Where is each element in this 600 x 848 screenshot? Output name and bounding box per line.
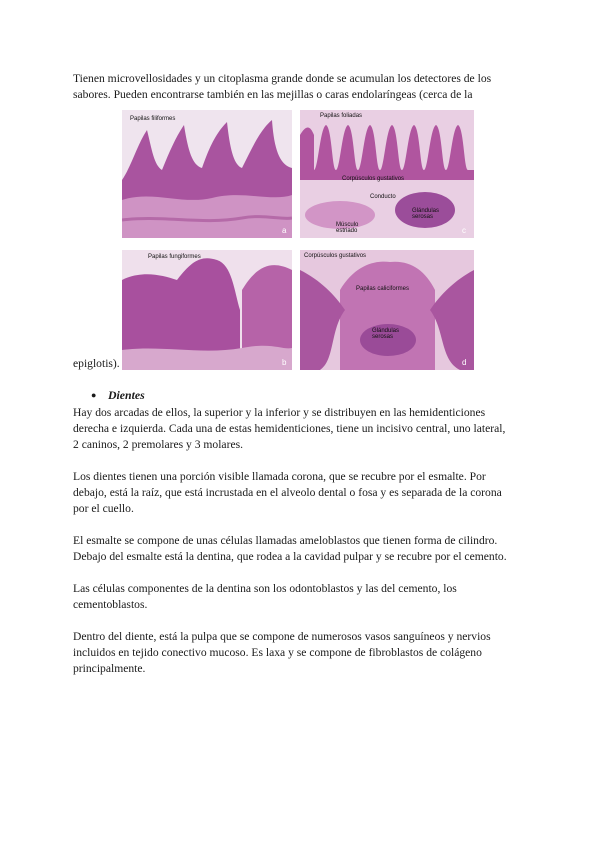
panel-d-label: Corpúsculos gustativos (304, 253, 367, 259)
panel-a-image (122, 110, 292, 238)
panel-b-image (122, 250, 292, 370)
paragraph-line: cementoblastos. (73, 598, 148, 611)
paragraph-line: derecha e izquierda. Cada una de estas hemidenticiones, tiene un incisivo central, uno lateral, (73, 422, 506, 435)
panel-d-image (300, 250, 474, 370)
panel-d-label-3: Glándulas serosas (372, 328, 400, 340)
panel-d-label-2: Papilas caliciformes (356, 286, 410, 292)
paragraph-line: por el cuello. (73, 502, 134, 515)
panel-a-label: Papilas filiformes (130, 116, 176, 122)
paragraph-line: incluidos en tejido conectivo mucoso. Es laxa y se compone de fibroblastos de colágeno (73, 646, 482, 659)
panel-c-letter: c (462, 226, 466, 235)
paragraph-line: principalmente. (73, 662, 146, 675)
paragraph-line: Los dientes tienen una porción visible llamada corona, que se recubre por el esmalte. Por (73, 470, 486, 483)
panel-a-letter: a (282, 226, 287, 235)
panel-c-label-4: Glándulas serosas (412, 208, 440, 220)
paragraph-line: debajo, está la raíz, que está incrustada en el alveolo dental o fosa y es separada de la corona (73, 486, 502, 499)
bullet-point: ● (91, 390, 97, 400)
histology-figure (122, 110, 474, 370)
panel-b-letter: b (282, 358, 287, 367)
panel-c-label-3: Conducto (370, 194, 396, 200)
paragraph-line: Tienen microvellosidades y un citoplasma grande donde se acumulan los detectores de los (73, 72, 492, 85)
paragraph-line: 2 caninos, 2 premolares y 3 molares. (73, 438, 243, 451)
paragraph-line: Debajo del esmalte está la dentina, que rodea a la cavidad pulpar y se recubre por el cemento. (73, 550, 507, 563)
paragraph-line: Las células componentes de la dentina son los odontoblastos y las del cemento, los (73, 582, 457, 595)
paragraph-line: epiglotis). (73, 357, 120, 370)
panel-c-label: Papilas foliadas (320, 113, 363, 119)
panel-c-image (300, 110, 474, 238)
panel-c-label-5: Músculo estriado (336, 222, 359, 234)
panel-d-letter: d (462, 358, 467, 367)
section-heading: Dientes (108, 388, 145, 402)
panel-c-label-2: Corpúsculos gustativos (342, 176, 405, 182)
paragraph-line: Hay dos arcadas de ellos, la superior y la inferior y se distribuyen en las hemidenticiones (73, 406, 486, 419)
paragraph-line: Dentro del diente, está la pulpa que se compone de numerosos vasos sanguíneos y nervios (73, 630, 491, 643)
panel-b-label: Papilas fungiformes (148, 254, 201, 260)
paragraph-line: sabores. Pueden encontrarse también en las mejillas o caras endolaríngeas (cerca de la (73, 88, 473, 101)
paragraph-line: El esmalte se compone de unas células llamadas ameloblastos que tienen forma de cilindro. (73, 534, 498, 547)
